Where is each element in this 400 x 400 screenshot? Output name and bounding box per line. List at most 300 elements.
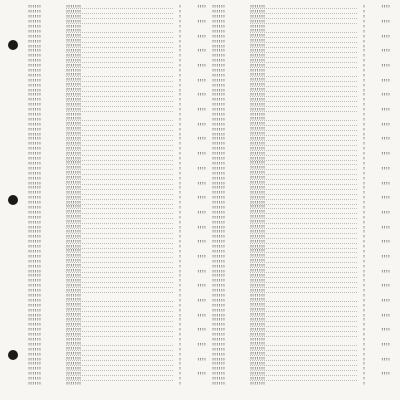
description-cell: ▯▯▯▯▯▯▯ — [66, 165, 173, 170]
part-number-cell: ▯▯▯▯▯▯ — [28, 356, 41, 361]
value-cell: ▯▯▯▯ — [381, 121, 390, 126]
part-number-cell: ▯▯▯▯▯▯ — [28, 43, 41, 48]
description-cell: ▯▯▯▯▯▯▯ — [250, 341, 357, 346]
part-number-cell: ▯▯▯▯▯▯ — [212, 92, 225, 97]
code-cell: ▯ — [178, 136, 182, 141]
part-number-cell: ▯▯▯▯▯▯ — [212, 278, 225, 283]
description-cell: ▯▯▯▯▯▯▯ — [250, 312, 357, 317]
code-cell: ▯ — [178, 381, 182, 386]
part-number-cell: ▯▯▯▯▯▯ — [212, 376, 225, 381]
description-cell: ▯▯▯▯▯▯▯ — [66, 302, 173, 307]
value-cell: ▯▯▯▯ — [197, 297, 206, 302]
description-cell: ▯▯▯▯▯▯▯ — [66, 361, 173, 366]
description-cell: ▯▯▯▯▯▯▯ — [250, 205, 357, 210]
code-cell: ▯ — [178, 263, 182, 268]
code-cell: ▯ — [178, 361, 182, 366]
part-number-cell: ▯▯▯▯▯▯ — [212, 273, 225, 278]
description-cell: ▯▯▯▯▯▯▯ — [250, 136, 357, 141]
part-number-cell: ▯▯▯▯▯▯ — [28, 346, 41, 351]
part-number-cell: ▯▯▯▯▯▯ — [212, 107, 225, 112]
description-cell: ▯▯▯▯▯▯▯ — [250, 68, 357, 73]
value-cell: ▯▯▯▯ — [381, 4, 390, 9]
code-cell: ▯ — [362, 258, 366, 263]
code-cell: ▯ — [178, 322, 182, 327]
part-number-cell: ▯▯▯▯▯▯ — [28, 302, 41, 307]
value-cell: ▯▯▯▯ — [197, 253, 206, 258]
part-number-cell: ▯▯▯▯▯▯ — [212, 87, 225, 92]
code-cell: ▯ — [178, 116, 182, 121]
code-cell: ▯ — [362, 263, 366, 268]
part-number-cell: ▯▯▯▯▯▯ — [28, 63, 41, 68]
code-cell: ▯ — [178, 121, 182, 126]
value-cell: ▯▯▯▯ — [381, 209, 390, 214]
description-cell: ▯▯▯▯▯▯▯ — [66, 28, 173, 33]
part-number-cell: ▯▯▯▯▯▯ — [28, 107, 41, 112]
part-number-cell: ▯▯▯▯▯▯ — [212, 312, 225, 317]
description-cell: ▯▯▯▯▯▯▯ — [250, 195, 357, 200]
description-cell: ▯▯▯▯▯▯▯ — [66, 9, 173, 14]
description-cell: ▯▯▯▯▯▯▯ — [250, 24, 357, 29]
code-cell: ▯ — [178, 92, 182, 97]
part-number-cell: ▯▯▯▯▯▯ — [28, 248, 41, 253]
binder-hole — [8, 40, 18, 50]
description-cell: ▯▯▯▯▯▯▯ — [66, 322, 173, 327]
description-cell: ▯▯▯▯▯▯▯ — [250, 72, 357, 77]
code-cell: ▯ — [178, 185, 182, 190]
description-cell: ▯▯▯▯▯▯▯ — [66, 185, 173, 190]
part-number-cell: ▯▯▯▯▯▯ — [212, 327, 225, 332]
part-number-cell: ▯▯▯▯▯▯ — [28, 332, 41, 337]
code-cell: ▯ — [362, 141, 366, 146]
description-cell: ▯▯▯▯▯▯▯ — [250, 156, 357, 161]
part-number-cell: ▯▯▯▯▯▯ — [212, 14, 225, 19]
part-number-cell: ▯▯▯▯▯▯ — [212, 268, 225, 273]
value-cell: ▯▯▯▯ — [197, 209, 206, 214]
code-cell: ▯ — [362, 351, 366, 356]
part-number-cell: ▯▯▯▯▯▯ — [212, 351, 225, 356]
description-cell: ▯▯▯▯▯▯▯ — [250, 121, 357, 126]
code-cell: ▯ — [362, 371, 366, 376]
code-cell: ▯ — [178, 248, 182, 253]
value-cell: ▯▯▯▯ — [381, 356, 390, 361]
description-cell: ▯▯▯▯▯▯▯ — [250, 77, 357, 82]
description-cell: ▯▯▯▯▯▯▯ — [250, 258, 357, 263]
description-cell: ▯▯▯▯▯▯▯ — [250, 381, 357, 386]
part-number-cell: ▯▯▯▯▯▯ — [212, 317, 225, 322]
part-number-cell: ▯▯▯▯▯▯ — [212, 48, 225, 53]
part-number-cell: ▯▯▯▯▯▯ — [212, 72, 225, 77]
code-cell: ▯ — [362, 9, 366, 14]
code-cell: ▯ — [362, 72, 366, 77]
description-cell: ▯▯▯▯▯▯▯ — [250, 337, 357, 342]
part-number-cell: ▯▯▯▯▯▯ — [212, 371, 225, 376]
value-cell: ▯▯▯▯ — [381, 63, 390, 68]
description-cell: ▯▯▯▯▯▯▯ — [250, 209, 357, 214]
code-cell: ▯ — [178, 312, 182, 317]
description-cell: ▯▯▯▯▯▯▯ — [250, 102, 357, 107]
description-cell: ▯▯▯▯▯▯▯ — [250, 307, 357, 312]
code-cell: ▯ — [178, 302, 182, 307]
code-cell: ▯ — [178, 9, 182, 14]
description-cell: ▯▯▯▯▯▯▯ — [66, 121, 173, 126]
code-cell: ▯ — [362, 58, 366, 63]
part-number-cell: ▯▯▯▯▯▯ — [28, 87, 41, 92]
code-cell: ▯ — [362, 107, 366, 112]
description-cell: ▯▯▯▯▯▯▯ — [66, 376, 173, 381]
code-cell: ▯ — [178, 224, 182, 229]
description-cell: ▯▯▯▯▯▯▯ — [66, 24, 173, 29]
part-number-cell: ▯▯▯▯▯▯ — [212, 229, 225, 234]
description-cell: ▯▯▯▯▯▯▯ — [66, 97, 173, 102]
code-cell: ▯ — [362, 302, 366, 307]
description-cell: ▯▯▯▯▯▯▯ — [250, 273, 357, 278]
part-number-cell: ▯▯▯▯▯▯ — [28, 214, 41, 219]
description-cell: ▯▯▯▯▯▯▯ — [66, 136, 173, 141]
part-number-cell: ▯▯▯▯▯▯ — [28, 292, 41, 297]
code-cell: ▯ — [362, 327, 366, 332]
code-cell: ▯ — [362, 346, 366, 351]
code-cell: ▯ — [178, 19, 182, 24]
part-number-cell: ▯▯▯▯▯▯ — [28, 327, 41, 332]
code-cell: ▯ — [362, 146, 366, 151]
part-number-cell: ▯▯▯▯▯▯ — [28, 185, 41, 190]
code-cell: ▯ — [362, 97, 366, 102]
code-cell: ▯ — [362, 322, 366, 327]
code-cell: ▯ — [362, 307, 366, 312]
value-cell: ▯▯▯▯ — [197, 195, 206, 200]
part-number-cell: ▯▯▯▯▯▯ — [28, 126, 41, 131]
value-cell: ▯▯▯▯ — [197, 136, 206, 141]
code-cell: ▯ — [178, 253, 182, 258]
part-number-cell: ▯▯▯▯▯▯ — [212, 190, 225, 195]
part-number-cell: ▯▯▯▯▯▯ — [28, 307, 41, 312]
code-cell: ▯ — [178, 156, 182, 161]
description-cell: ▯▯▯▯▯▯▯ — [250, 278, 357, 283]
part-number-cell: ▯▯▯▯▯▯ — [28, 234, 41, 239]
code-cell: ▯ — [362, 102, 366, 107]
description-cell: ▯▯▯▯▯▯▯ — [66, 200, 173, 205]
part-number-cell: ▯▯▯▯▯▯ — [212, 160, 225, 165]
code-cell: ▯ — [362, 234, 366, 239]
part-number-cell: ▯▯▯▯▯▯ — [28, 376, 41, 381]
code-cell: ▯ — [178, 307, 182, 312]
description-cell: ▯▯▯▯▯▯▯ — [66, 381, 173, 386]
code-cell: ▯ — [362, 204, 366, 209]
code-cell: ▯ — [178, 204, 182, 209]
code-cell: ▯ — [362, 381, 366, 386]
code-cell: ▯ — [178, 180, 182, 185]
part-number-cell: ▯▯▯▯▯▯ — [212, 170, 225, 175]
part-number-cell: ▯▯▯▯▯▯ — [28, 48, 41, 53]
code-cell: ▯ — [362, 239, 366, 244]
code-cell: ▯ — [178, 351, 182, 356]
part-number-cell: ▯▯▯▯▯▯ — [212, 180, 225, 185]
part-number-cell: ▯▯▯▯▯▯ — [212, 292, 225, 297]
description-cell: ▯▯▯▯▯▯▯ — [66, 268, 173, 273]
part-number-cell: ▯▯▯▯▯▯ — [28, 24, 41, 28]
description-cell: ▯▯▯▯▯▯▯ — [250, 116, 357, 121]
code-cell: ▯ — [362, 160, 366, 165]
part-number-cell: ▯▯▯▯▯▯ — [28, 278, 41, 283]
description-cell: ▯▯▯▯▯▯▯ — [66, 297, 173, 302]
parts-list-row — [212, 381, 390, 386]
description-cell: ▯▯▯▯▯▯▯ — [250, 297, 357, 302]
part-number-cell: ▯▯▯▯▯▯ — [28, 146, 41, 151]
description-cell: ▯▯▯▯▯▯▯ — [250, 48, 357, 53]
description-cell: ▯▯▯▯▯▯▯ — [250, 322, 357, 327]
part-number-cell: ▯▯▯▯▯▯ — [28, 131, 41, 136]
description-cell: ▯▯▯▯▯▯▯ — [66, 87, 173, 92]
description-cell: ▯▯▯▯▯▯▯ — [250, 268, 357, 273]
code-cell: ▯ — [178, 14, 182, 19]
description-cell: ▯▯▯▯▯▯▯ — [250, 146, 357, 151]
value-cell: ▯▯▯▯ — [381, 165, 390, 170]
code-cell: ▯ — [178, 219, 182, 224]
description-cell: ▯▯▯▯▯▯▯ — [66, 77, 173, 82]
part-number-cell: ▯▯▯▯▯▯ — [28, 258, 41, 263]
part-number-cell: ▯▯▯▯▯▯ — [212, 381, 225, 386]
description-cell: ▯▯▯▯▯▯▯ — [66, 224, 173, 229]
part-number-cell: ▯▯▯▯▯▯ — [212, 9, 225, 14]
part-number-cell: ▯▯▯▯▯▯ — [28, 229, 41, 234]
code-cell: ▯ — [178, 341, 182, 346]
part-number-cell: ▯▯▯▯▯▯ — [212, 156, 225, 161]
code-cell: ▯ — [362, 38, 366, 43]
code-cell: ▯ — [178, 82, 182, 87]
description-cell: ▯▯▯▯▯▯▯ — [66, 253, 173, 258]
code-cell: ▯ — [178, 151, 182, 156]
code-cell: ▯ — [178, 53, 182, 58]
description-cell: ▯▯▯▯▯▯▯ — [66, 283, 173, 288]
description-cell: ▯▯▯▯▯▯▯ — [250, 185, 357, 190]
code-cell: ▯ — [178, 190, 182, 195]
description-cell: ▯▯▯▯▯▯▯ — [250, 253, 357, 258]
description-cell: ▯▯▯▯▯▯▯ — [66, 239, 173, 244]
part-number-cell: ▯▯▯▯▯▯ — [28, 33, 41, 38]
parts-list-left-column — [28, 4, 206, 396]
description-cell: ▯▯▯▯▯▯▯ — [250, 200, 357, 205]
description-cell: ▯▯▯▯▯▯▯ — [250, 87, 357, 92]
code-cell: ▯ — [362, 209, 366, 214]
code-cell: ▯ — [178, 268, 182, 273]
description-cell: ▯▯▯▯▯▯▯ — [66, 312, 173, 317]
description-cell: ▯▯▯▯▯▯▯ — [66, 273, 173, 278]
value-cell: ▯▯▯▯ — [381, 180, 390, 185]
part-number-cell: ▯▯▯▯▯▯ — [212, 68, 225, 73]
description-cell: ▯▯▯▯▯▯▯ — [250, 4, 357, 9]
description-cell: ▯▯▯▯▯▯▯ — [250, 92, 357, 97]
part-number-cell: ▯▯▯▯▯▯ — [28, 337, 41, 341]
description-cell: ▯▯▯▯▯▯▯ — [250, 214, 357, 219]
code-cell: ▯ — [178, 63, 182, 68]
part-number-cell: ▯▯▯▯▯▯ — [28, 151, 41, 156]
value-cell: ▯▯▯▯ — [197, 239, 206, 244]
part-number-cell: ▯▯▯▯▯▯ — [28, 116, 41, 121]
description-cell: ▯▯▯▯▯▯▯ — [66, 43, 173, 48]
description-cell: ▯▯▯▯▯▯▯ — [250, 14, 357, 19]
description-cell: ▯▯▯▯▯▯▯ — [66, 214, 173, 219]
part-number-cell: ▯▯▯▯▯▯ — [212, 82, 225, 87]
code-cell: ▯ — [362, 170, 366, 175]
description-cell: ▯▯▯▯▯▯▯ — [66, 356, 173, 361]
description-cell: ▯▯▯▯▯▯▯ — [250, 317, 357, 322]
part-number-cell: ▯▯▯▯▯▯ — [212, 332, 225, 337]
code-cell: ▯ — [362, 121, 366, 126]
description-cell: ▯▯▯▯▯▯▯ — [250, 38, 357, 43]
code-cell: ▯ — [362, 136, 366, 141]
description-cell: ▯▯▯▯▯▯▯ — [250, 82, 357, 87]
part-number-cell: ▯▯▯▯▯▯ — [212, 28, 225, 33]
part-number-cell: ▯▯▯▯▯▯ — [28, 28, 41, 33]
part-number-cell: ▯▯▯▯▯▯ — [212, 356, 225, 361]
description-cell: ▯▯▯▯▯▯▯ — [250, 175, 357, 180]
part-number-cell: ▯▯▯▯▯▯ — [212, 126, 225, 131]
description-cell: ▯▯▯▯▯▯▯ — [66, 278, 173, 283]
value-cell: ▯▯▯▯ — [381, 371, 390, 376]
description-cell: ▯▯▯▯▯▯▯ — [66, 116, 173, 121]
value-cell: ▯▯▯▯ — [197, 356, 206, 361]
code-cell: ▯ — [362, 77, 366, 82]
part-number-cell: ▯▯▯▯▯▯ — [212, 346, 225, 351]
part-number-cell: ▯▯▯▯▯▯ — [28, 92, 41, 97]
part-number-cell: ▯▯▯▯▯▯ — [28, 317, 41, 322]
description-cell: ▯▯▯▯▯▯▯ — [66, 244, 173, 249]
part-number-cell: ▯▯▯▯▯▯ — [212, 131, 225, 136]
code-cell: ▯ — [178, 327, 182, 332]
value-cell: ▯▯▯▯ — [197, 224, 206, 229]
code-cell: ▯ — [178, 356, 182, 361]
code-cell: ▯ — [178, 33, 182, 38]
part-number-cell: ▯▯▯▯▯▯ — [212, 214, 225, 219]
code-cell: ▯ — [362, 214, 366, 219]
value-cell: ▯▯▯▯ — [197, 48, 206, 53]
code-cell: ▯ — [178, 141, 182, 146]
value-cell: ▯▯▯▯ — [381, 253, 390, 258]
part-number-cell: ▯▯▯▯▯▯ — [28, 341, 41, 346]
value-cell: ▯▯▯▯ — [197, 121, 206, 126]
description-cell: ▯▯▯▯▯▯▯ — [250, 239, 357, 244]
code-cell: ▯ — [362, 112, 366, 117]
description-cell: ▯▯▯▯▯▯▯ — [250, 33, 357, 38]
part-number-cell: ▯▯▯▯▯▯ — [212, 258, 225, 263]
code-cell: ▯ — [178, 58, 182, 63]
code-cell: ▯ — [362, 19, 366, 24]
value-cell: ▯▯▯▯ — [381, 283, 390, 288]
part-number-cell: ▯▯▯▯▯▯ — [212, 204, 225, 209]
value-cell: ▯▯▯▯ — [381, 151, 390, 156]
part-number-cell: ▯▯▯▯▯▯ — [212, 244, 225, 249]
part-number-cell: ▯▯▯▯▯▯ — [28, 253, 41, 258]
value-cell: ▯▯▯▯ — [381, 136, 390, 141]
part-number-cell: ▯▯▯▯▯▯ — [212, 219, 225, 224]
description-cell: ▯▯▯▯▯▯▯ — [250, 332, 357, 337]
part-number-cell: ▯▯▯▯▯▯ — [28, 366, 41, 371]
description-cell: ▯▯▯▯▯▯▯ — [250, 151, 357, 156]
description-cell: ▯▯▯▯▯▯▯ — [66, 263, 173, 268]
value-cell: ▯▯▯▯ — [381, 195, 390, 200]
code-cell: ▯ — [362, 248, 366, 253]
code-cell: ▯ — [178, 297, 182, 302]
part-number-cell: ▯▯▯▯▯▯ — [28, 219, 41, 224]
part-number-cell: ▯▯▯▯▯▯ — [212, 253, 225, 258]
code-cell: ▯ — [362, 28, 366, 33]
code-cell: ▯ — [362, 180, 366, 185]
code-cell: ▯ — [178, 195, 182, 200]
code-cell: ▯ — [178, 239, 182, 244]
value-cell: ▯▯▯▯ — [381, 48, 390, 53]
code-cell: ▯ — [178, 146, 182, 151]
code-cell: ▯ — [178, 273, 182, 278]
code-cell: ▯ — [178, 283, 182, 288]
code-cell: ▯ — [362, 229, 366, 234]
description-cell: ▯▯▯▯▯▯▯ — [66, 63, 173, 68]
code-cell: ▯ — [362, 33, 366, 38]
part-number-cell: ▯▯▯▯▯▯ — [28, 180, 41, 185]
code-cell: ▯ — [362, 165, 366, 170]
description-cell: ▯▯▯▯▯▯▯ — [66, 341, 173, 346]
code-cell: ▯ — [178, 72, 182, 77]
description-cell: ▯▯▯▯▯▯▯ — [250, 288, 357, 293]
description-cell: ▯▯▯▯▯▯▯ — [250, 43, 357, 48]
code-cell: ▯ — [362, 87, 366, 92]
code-cell: ▯ — [178, 24, 182, 28]
description-cell: ▯▯▯▯▯▯▯ — [250, 131, 357, 136]
part-number-cell: ▯▯▯▯▯▯ — [212, 63, 225, 68]
code-cell: ▯ — [178, 107, 182, 112]
code-cell: ▯ — [362, 190, 366, 195]
code-cell: ▯ — [362, 185, 366, 190]
code-cell: ▯ — [178, 43, 182, 48]
code-cell: ▯ — [362, 4, 366, 9]
value-cell: ▯▯▯▯ — [197, 4, 206, 9]
part-number-cell: ▯▯▯▯▯▯ — [212, 337, 225, 341]
code-cell: ▯ — [362, 288, 366, 293]
part-number-cell: ▯▯▯▯▯▯ — [28, 268, 41, 273]
description-cell: ▯▯▯▯▯▯▯ — [250, 53, 357, 58]
part-number-cell: ▯▯▯▯▯▯ — [28, 156, 41, 161]
part-number-cell: ▯▯▯▯▯▯ — [28, 58, 41, 63]
part-number-cell: ▯▯▯▯▯▯ — [28, 4, 41, 9]
description-cell: ▯▯▯▯▯▯▯ — [66, 332, 173, 337]
part-number-cell: ▯▯▯▯▯▯ — [212, 151, 225, 156]
description-cell: ▯▯▯▯▯▯▯ — [66, 209, 173, 214]
code-cell: ▯ — [362, 376, 366, 381]
description-cell: ▯▯▯▯▯▯▯ — [66, 366, 173, 371]
code-cell: ▯ — [178, 366, 182, 371]
part-number-cell: ▯▯▯▯▯▯ — [28, 38, 41, 43]
part-number-cell: ▯▯▯▯▯▯ — [212, 53, 225, 58]
part-number-cell: ▯▯▯▯▯▯ — [28, 112, 41, 117]
description-cell: ▯▯▯▯▯▯▯ — [66, 161, 173, 166]
value-cell: ▯▯▯▯ — [197, 19, 206, 24]
description-cell: ▯▯▯▯▯▯▯ — [66, 4, 173, 9]
value-cell: ▯▯▯▯ — [197, 268, 206, 273]
code-cell: ▯ — [362, 195, 366, 200]
part-number-cell: ▯▯▯▯▯▯ — [28, 9, 41, 14]
part-number-cell: ▯▯▯▯▯▯ — [28, 175, 41, 180]
part-number-cell: ▯▯▯▯▯▯ — [212, 116, 225, 121]
code-cell: ▯ — [362, 341, 366, 346]
part-number-cell: ▯▯▯▯▯▯ — [28, 273, 41, 278]
description-cell: ▯▯▯▯▯▯▯ — [66, 307, 173, 312]
description-cell: ▯▯▯▯▯▯▯ — [250, 190, 357, 195]
code-cell: ▯ — [178, 288, 182, 293]
value-cell: ▯▯▯▯ — [381, 224, 390, 229]
value-cell: ▯▯▯▯ — [197, 341, 206, 346]
value-cell: ▯▯▯▯ — [197, 327, 206, 332]
code-cell: ▯ — [362, 131, 366, 136]
code-cell: ▯ — [178, 214, 182, 219]
